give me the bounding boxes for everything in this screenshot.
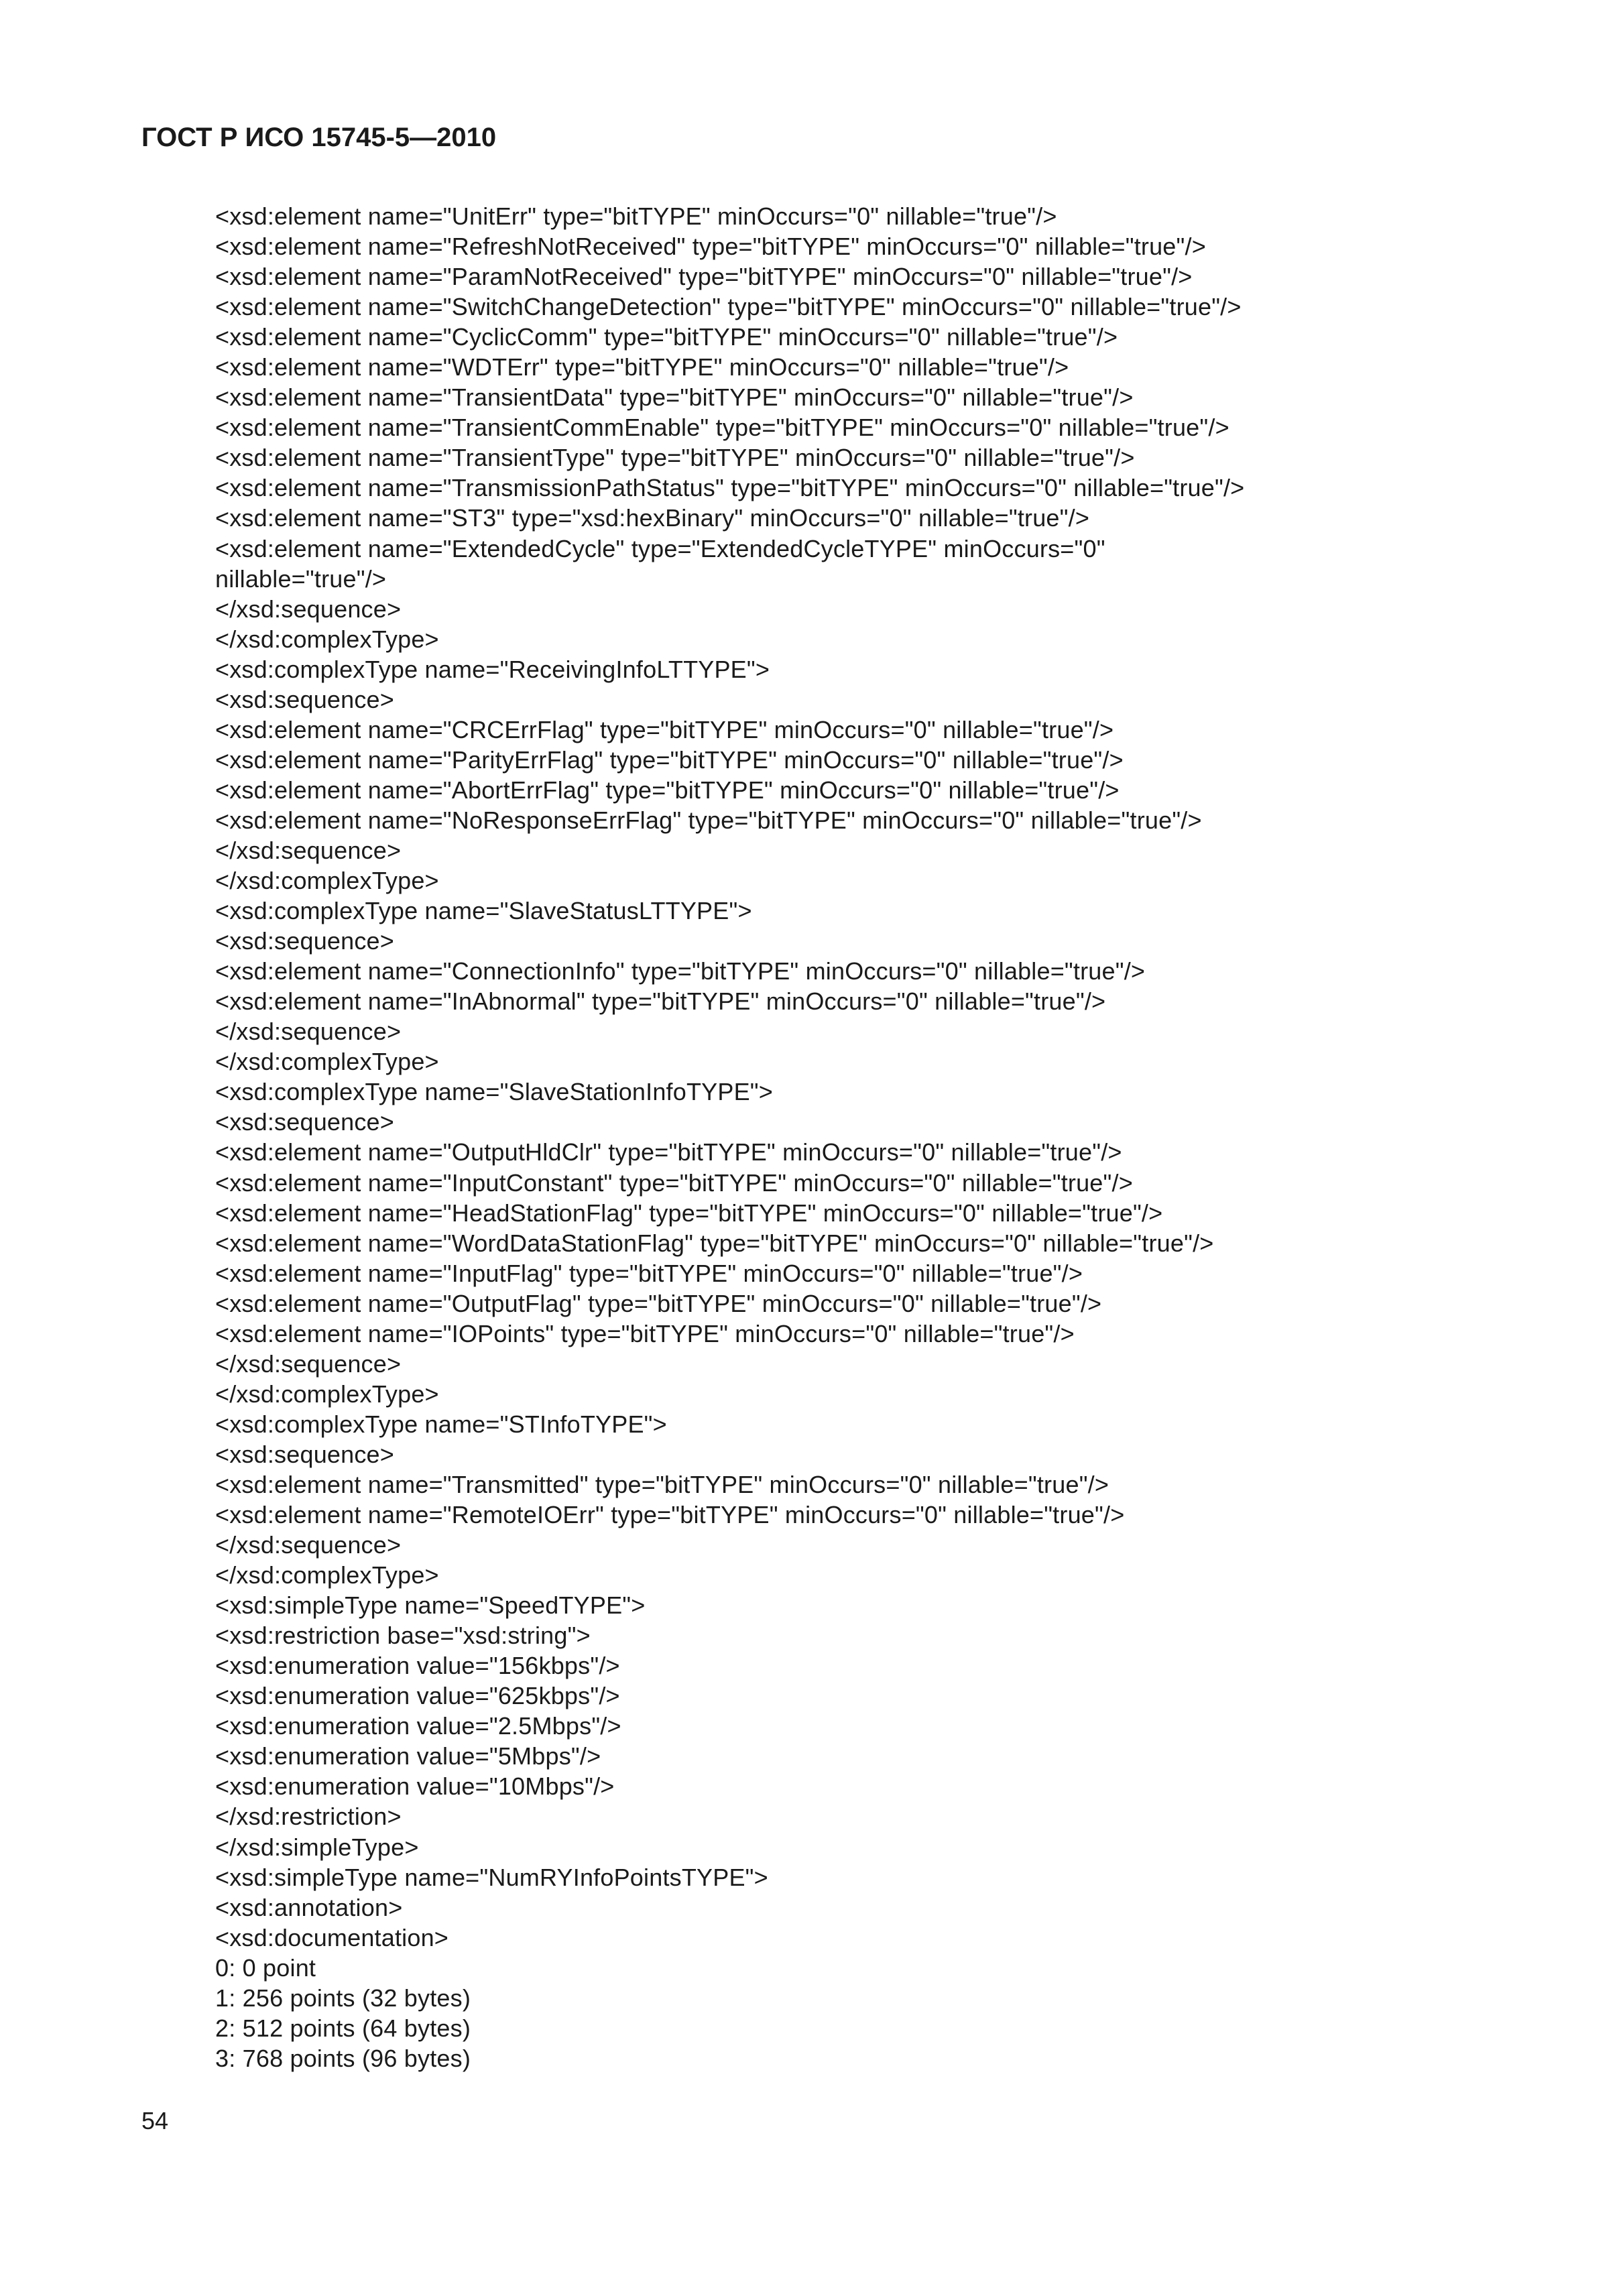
code-line: <xsd:element name="InputConstant" type="bitTYPE" minOccurs="0" nillable="true"/> bbox=[215, 1168, 1133, 1197]
code-line: </xsd:complexType> bbox=[215, 1380, 439, 1408]
code-line: <xsd:enumeration value="5Mbps"/> bbox=[215, 1742, 601, 1770]
code-line: <xsd:sequence> bbox=[215, 1108, 394, 1136]
code-line: </xsd:complexType> bbox=[215, 867, 439, 895]
code-line: <xsd:element name="ExtendedCycle" type="ExtendedCycleTYPE" minOccurs="0" bbox=[215, 534, 1105, 562]
code-line: </xsd:complexType> bbox=[215, 1561, 439, 1589]
code-line: <xsd:complexType name="ReceivingInfoLTTYPE"> bbox=[215, 655, 770, 683]
code-line: 2: 512 points (64 bytes) bbox=[215, 2014, 471, 2042]
code-line: </xsd:sequence> bbox=[215, 1018, 402, 1046]
code-line: <xsd:element name="ParamNotReceived" type="bitTYPE" minOccurs="0" nillable="true"/> bbox=[215, 263, 1193, 291]
code-line: <xsd:element name="RemoteIOErr" type="bitTYPE" minOccurs="0" nillable="true"/> bbox=[215, 1501, 1125, 1529]
code-line: <xsd:enumeration value="625kbps"/> bbox=[215, 1682, 620, 1710]
code-line: <xsd:element name="SwitchChangeDetection" type="bitTYPE" minOccurs="0" nillable="true"/> bbox=[215, 293, 1242, 321]
code-line: <xsd:complexType name="SlaveStationInfoTYPE"> bbox=[215, 1078, 774, 1106]
code-line: <xsd:element name="HeadStationFlag" type="bitTYPE" minOccurs="0" nillable="true"/> bbox=[215, 1199, 1163, 1227]
code-line: <xsd:element name="TransientData" type="bitTYPE" minOccurs="0" nillable="true"/> bbox=[215, 383, 1134, 412]
code-line: <xsd:element name="InputFlag" type="bitTYPE" minOccurs="0" nillable="true"/> bbox=[215, 1259, 1083, 1287]
code-line: 3: 768 points (96 bytes) bbox=[215, 2044, 471, 2072]
code-line: <xsd:element name="IOPoints" type="bitTYPE" minOccurs="0" nillable="true"/> bbox=[215, 1319, 1075, 1347]
code-line: <xsd:element name="InAbnormal" type="bitTYPE" minOccurs="0" nillable="true"/> bbox=[215, 987, 1106, 1016]
code-line: <xsd:sequence> bbox=[215, 685, 394, 713]
code-line: <xsd:element name="NoResponseErrFlag" type="bitTYPE" minOccurs="0" nillable="true"/> bbox=[215, 806, 1202, 834]
code-line: <xsd:element name="TransientCommEnable" type="bitTYPE" minOccurs="0" nillable="true"/> bbox=[215, 414, 1229, 442]
code-line: <xsd:restriction base="xsd:string"> bbox=[215, 1622, 591, 1650]
code-line: </xsd:simpleType> bbox=[215, 1833, 419, 1861]
code-line: </xsd:sequence> bbox=[215, 1531, 402, 1559]
code-line: <xsd:element name="ParityErrFlag" type="bitTYPE" minOccurs="0" nillable="true"/> bbox=[215, 745, 1124, 774]
code-line: <xsd:enumeration value="156kbps"/> bbox=[215, 1652, 620, 1680]
code-line: <xsd:element name="WordDataStationFlag" type="bitTYPE" minOccurs="0" nillable="true"/> bbox=[215, 1229, 1214, 1257]
code-line: <xsd:element name="TransientType" type="bitTYPE" minOccurs="0" nillable="true"/> bbox=[215, 444, 1135, 472]
code-line: </xsd:complexType> bbox=[215, 1048, 439, 1076]
code-line: <xsd:simpleType name="NumRYInfoPointsTYPE"> bbox=[215, 1863, 768, 1891]
code-line: <xsd:element name="OutputHldClr" type="bitTYPE" minOccurs="0" nillable="true"/> bbox=[215, 1138, 1122, 1166]
xsd-code-listing bbox=[215, 201, 1489, 2073]
code-line: <xsd:element name="CyclicComm" type="bitTYPE" minOccurs="0" nillable="true"/> bbox=[215, 323, 1118, 351]
code-line: <xsd:sequence> bbox=[215, 1440, 394, 1468]
code-line: <xsd:enumeration value="10Mbps"/> bbox=[215, 1772, 615, 1801]
code-line: <xsd:complexType name="SlaveStatusLTTYPE"> bbox=[215, 897, 752, 925]
code-line: <xsd:enumeration value="2.5Mbps"/> bbox=[215, 1712, 621, 1740]
code-line: <xsd:documentation> bbox=[215, 1923, 449, 1951]
page-number: 54 bbox=[141, 2107, 169, 2134]
code-line: <xsd:element name="RefreshNotReceived" type="bitTYPE" minOccurs="0" nillable="true"/> bbox=[215, 233, 1206, 261]
code-line: </xsd:restriction> bbox=[215, 1803, 402, 1831]
code-line: </xsd:sequence> bbox=[215, 1349, 402, 1378]
code-line: nillable="true"/> bbox=[215, 564, 387, 593]
code-line: </xsd:sequence> bbox=[215, 836, 402, 864]
code-line: <xsd:element name="AbortErrFlag" type="bitTYPE" minOccurs="0" nillable="true"/> bbox=[215, 776, 1120, 804]
code-line: 0: 0 point bbox=[215, 1953, 316, 1982]
code-line: <xsd:annotation> bbox=[215, 1893, 403, 1921]
code-line: <xsd:complexType name="STInfoTYPE"> bbox=[215, 1410, 667, 1438]
code-line: <xsd:simpleType name="SpeedTYPE"> bbox=[215, 1591, 646, 1620]
code-line: 1: 256 points (32 bytes) bbox=[215, 1984, 471, 2012]
code-line: <xsd:element name="TransmissionPathStatus" type="bitTYPE" minOccurs="0" nillable="true"/> bbox=[215, 474, 1245, 502]
code-line: <xsd:element name="OutputFlag" type="bitTYPE" minOccurs="0" nillable="true"/> bbox=[215, 1289, 1102, 1317]
code-line: <xsd:element name="UnitErr" type="bitTYPE" minOccurs="0" nillable="true"/> bbox=[215, 202, 1057, 230]
code-line: </xsd:complexType> bbox=[215, 625, 439, 653]
code-line: <xsd:element name="WDTErr" type="bitTYPE" minOccurs="0" nillable="true"/> bbox=[215, 353, 1069, 381]
code-line: <xsd:sequence> bbox=[215, 927, 394, 955]
code-line: <xsd:element name="Transmitted" type="bitTYPE" minOccurs="0" nillable="true"/> bbox=[215, 1470, 1109, 1498]
document-header: ГОСТ Р ИСО 15745-5—2010 bbox=[141, 123, 497, 152]
code-line: <xsd:element name="ST3" type="xsd:hexBinary" minOccurs="0" nillable="true"/> bbox=[215, 504, 1090, 532]
code-line: <xsd:element name="ConnectionInfo" type="bitTYPE" minOccurs="0" nillable="true"/> bbox=[215, 957, 1146, 985]
code-line: </xsd:sequence> bbox=[215, 595, 402, 623]
code-line: <xsd:element name="CRCErrFlag" type="bitTYPE" minOccurs="0" nillable="true"/> bbox=[215, 715, 1114, 743]
